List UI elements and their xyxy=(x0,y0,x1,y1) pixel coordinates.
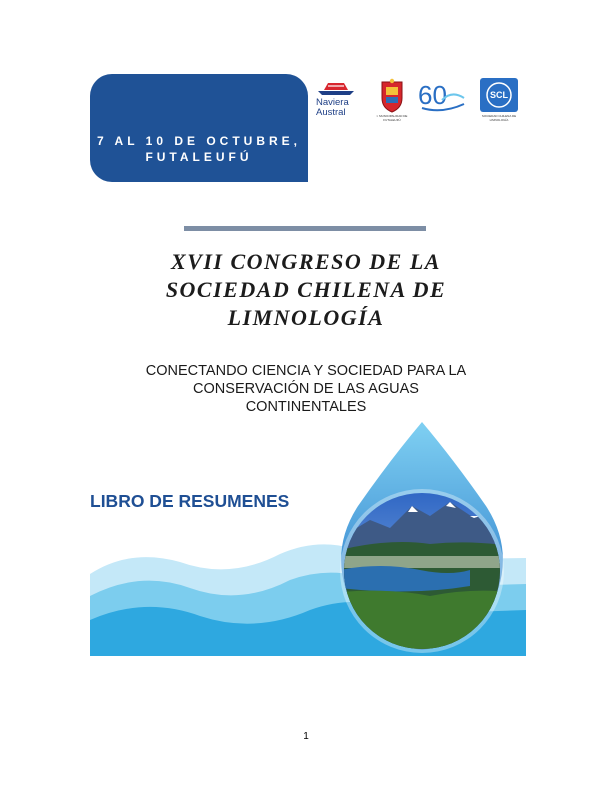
municipality-caption: I. MUNICIPALIDAD DE FUTALEUFÚ xyxy=(376,114,408,122)
event-date-banner xyxy=(90,74,308,182)
ship-icon xyxy=(316,80,356,96)
subtitle-line: CONECTANDO CIENCIA Y SOCIEDAD PARA LA xyxy=(145,363,467,379)
event-date-line: 7 AL 10 DE OCTUBRE, xyxy=(96,134,302,148)
coat-of-arms-icon xyxy=(373,78,411,114)
title-divider xyxy=(184,226,426,231)
anniversary-number: 60 xyxy=(418,80,447,110)
congress-title-line: XVII CONGRESO DE LA xyxy=(171,249,441,274)
page-number: 1 xyxy=(303,731,309,742)
naviera-logo-text-top: Naviera xyxy=(316,97,349,108)
municipality-shield-logo xyxy=(373,78,411,120)
event-date-text xyxy=(90,133,308,165)
subtitle-line: CONSERVACIÓN DE LAS AGUAS xyxy=(193,381,419,397)
anniversary-wave-icon xyxy=(416,78,468,114)
congress-subtitle xyxy=(96,362,516,416)
scl-logo-text: SCL xyxy=(490,90,508,100)
anniversary-60-logo xyxy=(416,78,468,114)
scl-logo-box xyxy=(480,78,518,112)
congress-title xyxy=(100,248,512,332)
congress-title-line: LIMNOLOGÍA xyxy=(227,305,385,330)
naviera-logo-text-bottom: Austral xyxy=(316,107,346,118)
congress-title-line: SOCIEDAD CHILENA DE xyxy=(165,277,447,302)
scl-caption: SOCIEDAD CHILENA DE LIMNOLOGÍA xyxy=(481,114,517,122)
event-location-line: FUTALEUFÚ xyxy=(145,150,253,164)
scl-logo xyxy=(480,78,518,122)
water-waves-illustration xyxy=(90,420,526,656)
naviera-austral-logo xyxy=(316,80,356,120)
subtitle-line: CONTINENTALES xyxy=(245,399,367,415)
abstract-book-label: LIBRO DE RESUMENES xyxy=(90,491,290,511)
